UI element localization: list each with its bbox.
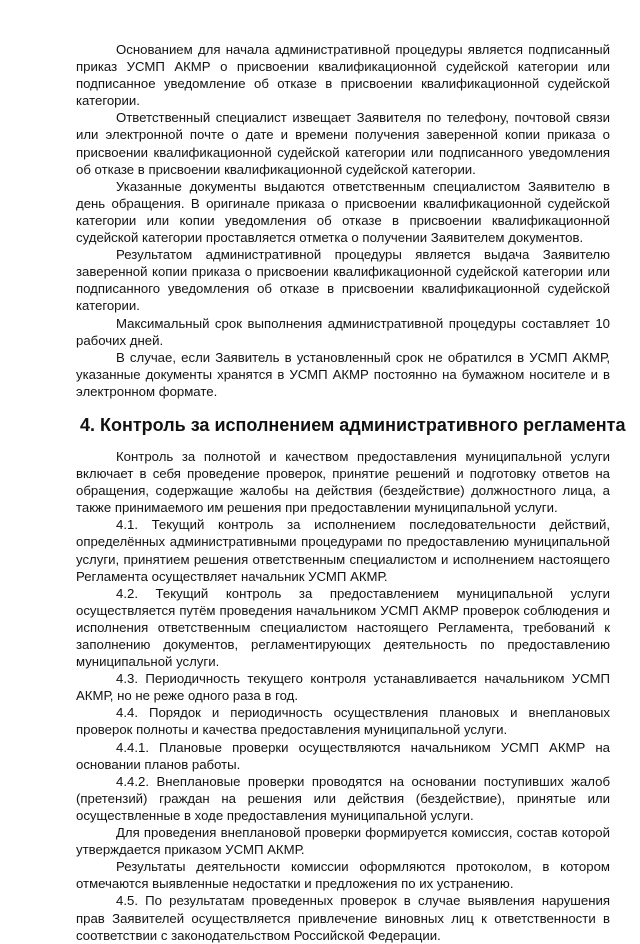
procedure-result-section [76,41,610,400]
paragraph-control-intro: Контроль за полнотой и качеством предоставления муниципальной услуги включает в себя проведение проверок, принятие решений и подготовку ответов на обращения, содержащие жалобы на действия (бездействие) должностного лица, а также принимаемого им решения при предоставлении муниципальной услуги. [76,448,610,516]
paragraph-max-term: Максимальный срок выполнения административной процедуры составляет 10 рабочих дней. [76,315,610,348]
section-4-heading: 4. Контроль за исполнением административного регламента [80,414,626,435]
paragraph-commission-results: Результаты деятельности комиссии оформляются протоколом, в котором отмечаются выявленные недостатки и предложения по их устранению. [76,859,610,892]
section-4 [76,414,626,944]
paragraph-commission: Для проведения внеплановой проверки формируется комиссия, состав которой утверждается приказом УСМП АКМР. [76,825,610,858]
paragraph-notification: Ответственный специалист извещает Заявителя по телефону, почтовой связи или электронной почте о дате и времени получения заверенной копии приказа о присвоении квалификационной судейской категории или подписанного уведомления об отказе в присвоении квалификационной судейской категории. [76,110,610,177]
paragraph-storage: В случае, если Заявитель в установленный срок не обратился в УСМП АКМР, указанные документы хранятся в УСМП АКМР постоянно на бумажном носителе и в электронном формате. [76,349,610,399]
document-page [76,41,626,944]
paragraph-issuance: Указанные документы выдаются ответственным специалистом Заявителю в день обращения. В оригинале приказа о присвоении квалификационной судейской категории или копии уведомления об отказе в присвоении квалификационной судейской категории проставляется отметка о получении Заявителем документов. [76,178,610,246]
paragraph-basis: Основанием для начала административной процедуры является подписанный приказ УСМП АКМР о присвоении квалификационной судейской категории или подписанное уведомление об отказе в присвоении квалификационной судейской категории. [76,42,610,109]
paragraph-4-2: 4.2. Текущий контроль за предоставлением муниципальной услуги осуществляется путём проведения начальником УСМП АКМР проверок соблюдения и исполнения ответственным специалистом настоящего Регламента, требований к заполнению документов, регламентирующих деятельность по предоставлению муниципальной услуги. [76,585,610,670]
paragraph-4-4: 4.4. Порядок и периодичность осуществления плановых и внеплановых проверок полноты и качества предоставления муниципальной услуги. [76,705,610,738]
paragraph-4-3: 4.3. Периодичность текущего контроля устанавливается начальником УСМП АКМР, но не реже одного раза в год. [76,671,610,704]
paragraph-4-4-1: 4.4.1. Плановые проверки осуществляются начальником УСМП АКМР на основании планов работы. [76,739,610,772]
paragraph-4-4-2: 4.4.2. Внеплановые проверки проводятся на основании поступивших жалоб (претензий) граждан на решения или действия (бездействие), принятые или осуществленные в ходе предоставления муниципальной услуги. [76,773,610,823]
paragraph-4-1: 4.1. Текущий контроль за исполнением последовательности действий, определённых административными процедурами по предоставлению муниципальной услуги, принятием решения ответственным специалистом и исполнением настоящего Регламента осуществляет начальник УСМП АКМР. [76,517,610,584]
paragraph-4-5: 4.5. По результатам проведенных проверок в случае выявления нарушения прав Заявителей осуществляется привлечение виновных лиц к ответственности в соответствии с законодательством Российской Федерации. [76,893,610,943]
paragraph-result: Результатом административной процедуры является выдача Заявителю заверенной копии приказа о присвоении квалификационной судейской категории или подписанного уведомления об отказе в присвоении квалификационной судейской категории. [76,247,610,314]
